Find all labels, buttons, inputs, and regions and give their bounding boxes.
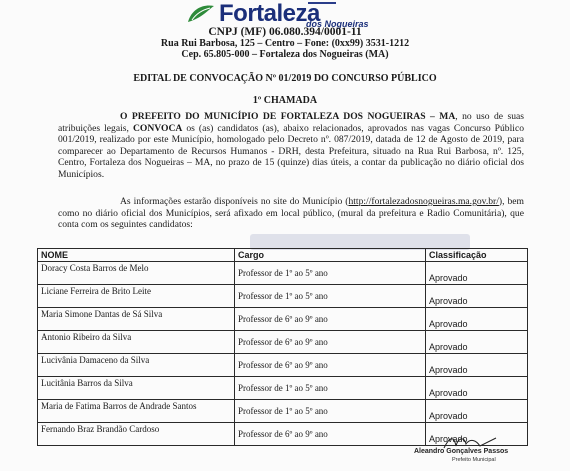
para2-text2: ), bem como no diário oficial dos Municípios, será afixado em local público, (mural da prefeitura e Radio Comunitária), que conta com os seguintes candidatos: [58,196,524,231]
header-cep: Cep. 65.805-000 – Fortaleza dos Nogueiras (MA) [181,49,389,60]
cell-nome: Lucivânia Damaceno da Silva [38,354,235,377]
cell-status: Aprovado [426,400,528,423]
signatory-role: Prefeito Municipal [452,457,496,463]
cell-cargo: Professor de 6º ao 9º ano [235,331,426,354]
table-row [38,331,528,354]
table-row [38,285,528,308]
cell-nome: Maria de Fatima Barros de Andrade Santos [38,400,235,423]
cell-cargo: Professor de 6º ao 9º ano [235,308,426,331]
signature-block [400,438,520,471]
leaf-logo-icon [186,4,216,24]
cell-nome: Antonio Ribeiro da Silva [38,331,235,354]
candidates-table [37,248,528,446]
header-nome: NOME [38,249,235,262]
para1-text1: , no uso de suas atribuições legais, [58,111,524,134]
header-cargo: Cargo [235,249,426,262]
cell-cargo: Professor de 6º ao 9º ano [235,423,426,446]
cell-nome: Maria Simone Dantas de Sá Silva [38,308,235,331]
para1-text2: os (as) candidatos (as), abaixo relacionados, aprovados nas vagas Concurso Público 001/2019, realizado por este Município, homologado pelo Decreto nº. 087/2019, datada de 12 de Agosto de 2019, para comparecer ao Departamento de Recursos Humanos - DRH, desta Prefeitura, situado na Rua Rui Barbosa, nº. 125, Centro, Fortaleza dos Nogueiras – MA, no prazo de 15 (quinze) dias úteis, a contar da publicação no diário oficial dos Municípios. [58,122,524,180]
convocation-paragraph [58,111,524,181]
table-row [38,308,528,331]
header-classificacao: Classificação [426,249,528,262]
cell-status: Aprovado [426,377,528,400]
table-row [38,354,528,377]
cell-status: Aprovado [426,354,528,377]
table-row [38,262,528,285]
signatory-name: Aleandro Gonçalves Passos [414,448,509,455]
website-link[interactable]: http://fortalezadosnogueiras.ma.gov.br/ [348,196,499,207]
municipal-logo [186,2,386,28]
cell-nome: Liciane Ferreira de Brito Leite [38,285,235,308]
cell-cargo: Professor de 1º ao 5º ano [235,262,426,285]
cell-cargo: Professor de 1º ao 5º ano [235,400,426,423]
logo-name: Fortaleza [219,0,320,27]
cell-status: Aprovado [426,285,528,308]
cell-nome: Lucitânia Barros da Silva [38,377,235,400]
header-address: Rua Rui Barbosa, 125 – Centro – Fone: (0xx99) 3531-1212 [160,38,410,49]
para1-convoca: CONVOCA [132,122,183,134]
information-paragraph [58,196,524,231]
cell-nome: Fernando Braz Brandão Cardoso [38,423,235,446]
para1-lead: O PREFEITO DO MUNICÍPIO DE FORTALEZA DOS NOGUEIRAS – MA [120,111,456,122]
table-row [38,377,528,400]
cell-cargo: Professor de 1º ao 5º ano [235,285,426,308]
header-cnpj: CNPJ (MF) 06.080.394/0001-11 [208,26,362,38]
cell-cargo: Professor de 6º ao 9º ano [235,354,426,377]
cell-cargo: Professor de 1º ao 5º ano [235,377,426,400]
cell-status: Aprovado [426,331,528,354]
document-subtitle: 1º CHAMADA [252,95,318,106]
document-title: EDITAL DE CONVOCAÇÃO Nº 01/2019 DO CONCURSO PÚBLICO [133,73,437,84]
logo-subtitle: dos Nogueiras [306,19,369,29]
para2-text1: As informações estarão disponíveis no site do Município ( [120,196,349,207]
cell-status: Aprovado [426,423,528,446]
table-row [38,400,528,423]
cell-status: Aprovado [426,262,528,285]
cell-nome: Doracy Costa Barros de Melo [38,262,235,285]
table-header-row [38,249,528,262]
cell-status: Aprovado [426,308,528,331]
